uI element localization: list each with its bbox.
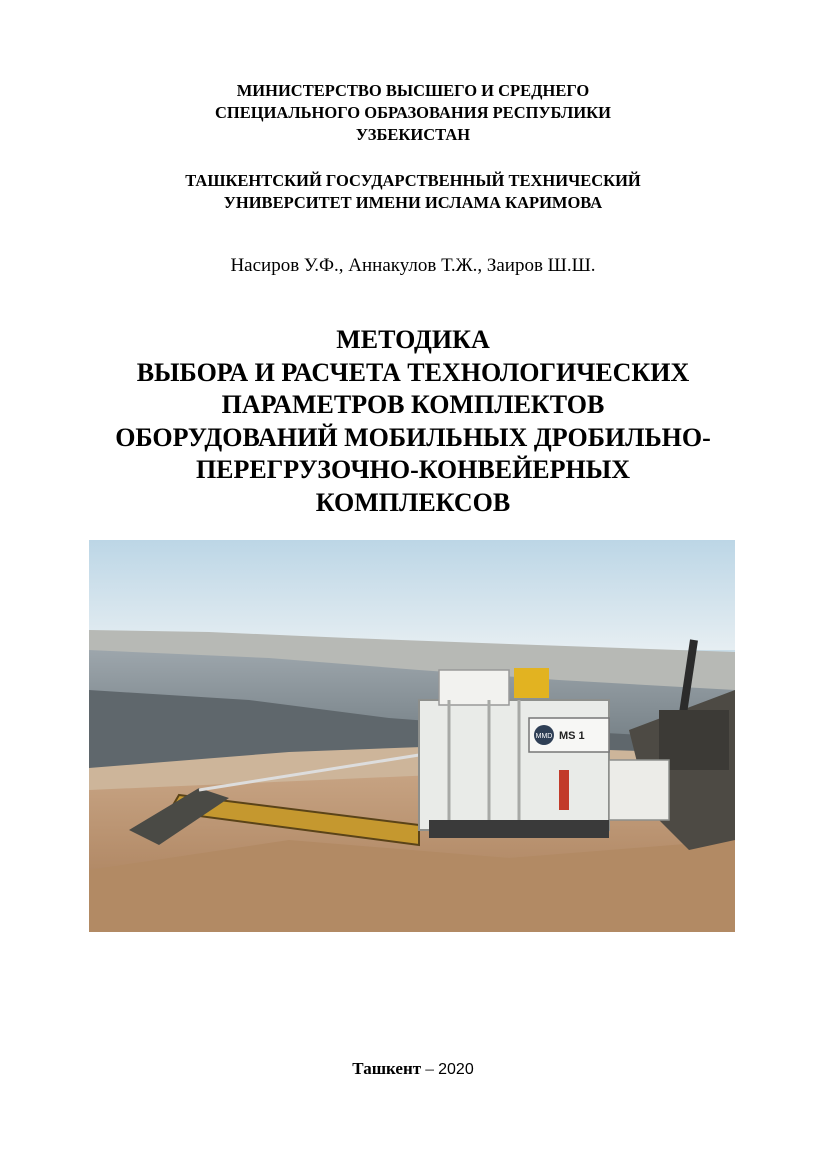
- mmd-logo-text: MMD: [535, 733, 553, 740]
- authors: Насиров У.Ф., Аннакулов Т.Ж., Заиров Ш.Ш.: [230, 255, 596, 276]
- footer-separator: –: [421, 1059, 439, 1078]
- footer-year: 2020: [438, 1061, 474, 1078]
- footer-city: Ташкент: [352, 1059, 422, 1078]
- mining-machine-illustration: [89, 540, 735, 932]
- title-line: МЕТОДИКА: [336, 325, 490, 354]
- operator-cab: [439, 670, 509, 705]
- ministry-line: МИНИСТЕРСТВО ВЫСШЕГО И СРЕДНЕГО: [236, 81, 590, 100]
- title-line: КОМПЛЕКСОВ: [315, 487, 511, 517]
- university-line: ТАШКЕНТСКИЙ ГОСУДАРСТВЕННЫЙ ТЕХНИЧЕСКИЙ: [185, 171, 641, 190]
- document-title: [0, 324, 826, 519]
- title-line: ВЫБОРА И РАСЧЕТА ТЕХНОЛОГИЧЕСКИХ: [136, 357, 690, 387]
- red-equipment: [559, 770, 569, 810]
- yellow-crane: [514, 668, 549, 698]
- cover-photo: [89, 540, 735, 932]
- machine-label: MS 1: [559, 730, 585, 742]
- crusher-side-module: [609, 760, 669, 820]
- title-line: ПЕРЕГРУЗОЧНО-КОНВЕЙЕРНЫХ: [195, 455, 631, 484]
- footer: [0, 1058, 826, 1081]
- ministry-line: СПЕЦИАЛЬНОГО ОБРАЗОВАНИЯ РЕСПУБЛИКИ: [215, 103, 611, 122]
- title-line: ОБОРУДОВАНИЙ МОБИЛЬНЫХ ДРОБИЛЬНО-: [115, 422, 711, 452]
- ministry-heading: [0, 80, 826, 146]
- university-line: УНИВЕРСИТЕТ ИМЕНИ ИСЛАМА КАРИМОВА: [223, 193, 603, 212]
- crawler-track: [429, 820, 609, 838]
- ministry-line: УЗБЕКИСТАН: [355, 125, 471, 144]
- university-heading: [0, 170, 826, 214]
- title-line: ПАРАМЕТРОВ КОМПЛЕКТОВ: [221, 390, 605, 419]
